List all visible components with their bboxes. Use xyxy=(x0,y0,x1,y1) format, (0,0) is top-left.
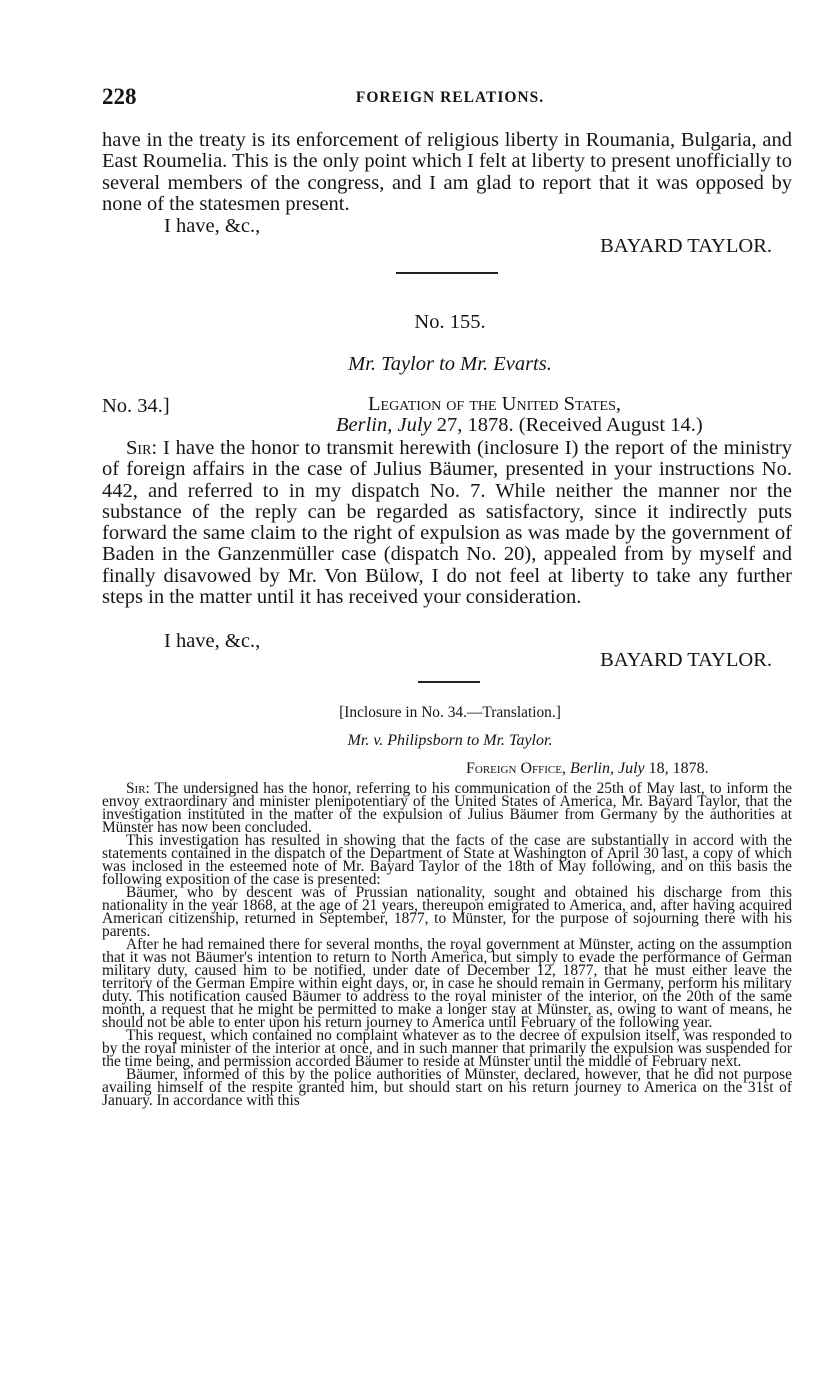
inclosure-paragraph-6: Bäumer, informed of this by the police authorities of Münster, declared, however, that he did not purpose availing himself of the respite granted him, but should start on his return journey to America on the 31st of January. In accordance with this xyxy=(102,1066,792,1109)
section-divider-2 xyxy=(418,681,480,683)
dispatch-body-text: I have the honor to transmit herewith (inclosure I) the report of the ministry of foreign affairs in the case of Julius Bäumer, presented in your instructions No. 442, and referred to in my dispatch No. 7. While neither the manner nor the substance of the reply can be regarded as satisfactory, since it indirectly puts forward the same claim to the right of expulsion as was made by the government of Baden in the Ganzenmüller case (dispatch No. 20), appealed from by myself and finally disavowed by Mr. Von Bülow, I do not feel at liberty to take any further steps in the matter until it has received your consideration. xyxy=(102,437,792,609)
inclosure-salutation: Sir: xyxy=(126,780,150,797)
inclosure-paragraph-5: This request, which contained no complaint whatever as to the decree of expulsion itself, was responded to by the royal minister of the interior at once, and in such manner that primarily the expulsion was suspended for the time being, and permission accorded Bäumer to reside at Münster until the middle of February next. xyxy=(102,1027,792,1070)
document-heading-text: Mr. Taylor to Mr. Evarts. xyxy=(348,353,552,375)
dispatch-number: No. 34.] xyxy=(102,395,170,417)
inclosure-paragraph-2: This investigation has resulted in showing that the facts of the case are substantially in accord with the statements contained in the dispatch of the Department of State at Washington of April 30 last, a copy of which was inclosed in the esteemed note of Mr. Bayard Taylor of the 18th of May following, and on this basis the following exposition of the case is presented: xyxy=(102,832,792,888)
inclosure-paragraph-1-text: The undersigned has the honor, referring to his communication of the 25th of May last, to inform the envoy extraordinary and minister plenipotentiary of the United States of America, Mr. Bayard Taylor, that the investigation instituted in the matter of the expulsion of Julius Bäumer from Germany by the authorities at Münster has now been concluded. xyxy=(102,780,792,836)
inclosure-body xyxy=(102,782,792,1107)
page-number: 228 xyxy=(102,84,137,109)
dispatch-signature: BAYARD TAYLOR. xyxy=(600,649,772,671)
dispatch-salutation: Sir: xyxy=(126,437,158,459)
inclosure-paragraph-1 xyxy=(102,782,792,834)
running-title: FOREIGN RELATIONS. xyxy=(355,89,545,106)
prev-letter-signature: BAYARD TAYLOR. xyxy=(600,235,772,257)
inclosure-label: [Inclosure in No. 34.—Translation.] xyxy=(339,704,561,721)
prev-letter-closing: I have, &c., xyxy=(164,215,261,237)
place-date-italic: Berlin, July xyxy=(336,414,432,436)
section-divider xyxy=(396,272,498,274)
prev-letter-text: have in the treaty is its enforcement of religious liberty in Roumania, Bulgaria, and East Roumelia. This is the only point which I felt at liberty to present unofficially to several members of the congress, and I am glad to report that it was opposed by none of the statesmen present. xyxy=(102,129,792,215)
inclosure-paragraph-4: After he had remained there for several months, the royal government at Münster, acting on the assumption that it was not Bäumer's intention to return to North America, but simply to evade the performance of German military duty, caused him to be notified, under date of December 12, 1877, that he must either leave the territory of the German Empire within eight days, or, in case he should remain in Germany, perform his military duty. This notification caused Bäumer to address to the royal minister of the interior, on the 20th of the same month, a request that he might be permitted to make a longer stay at Münster, as, owing to want of means, he should not be able to enter upon his return journey to America until February of the following year. xyxy=(102,936,792,1031)
inclosure-office: Foreign Office, xyxy=(466,760,566,777)
inclosure-date-rest: 18, 1878. xyxy=(648,760,709,777)
inclosure-paragraph-3: Bäumer, who by descent was of Prussian nationality, sought and obtained his discharge from this nationality in the year 1868, at the age of 21 years, thereupon emigrated to America, and, after having acquired American citizenship, returned in September, 1877, to Münster, for the purpose of sojourning there with his parents. xyxy=(102,884,792,940)
place-date-rest: 27, 1878. (Received August 14.) xyxy=(436,414,703,436)
dispatch-closing: I have, &c., xyxy=(164,630,261,652)
place-date-line xyxy=(336,415,703,436)
inclosure-heading xyxy=(250,732,650,750)
legation-line: Legation of the United States, xyxy=(368,393,621,415)
dispatch-body xyxy=(102,438,792,608)
inclosure-heading-text: Mr. v. Philipsborn to Mr. Taylor. xyxy=(347,732,553,749)
inclosure-place-date: Berlin, July xyxy=(569,760,645,777)
document-heading xyxy=(250,354,650,375)
inclosure-dateline xyxy=(466,760,709,778)
document-number: No. 155. xyxy=(414,311,486,333)
